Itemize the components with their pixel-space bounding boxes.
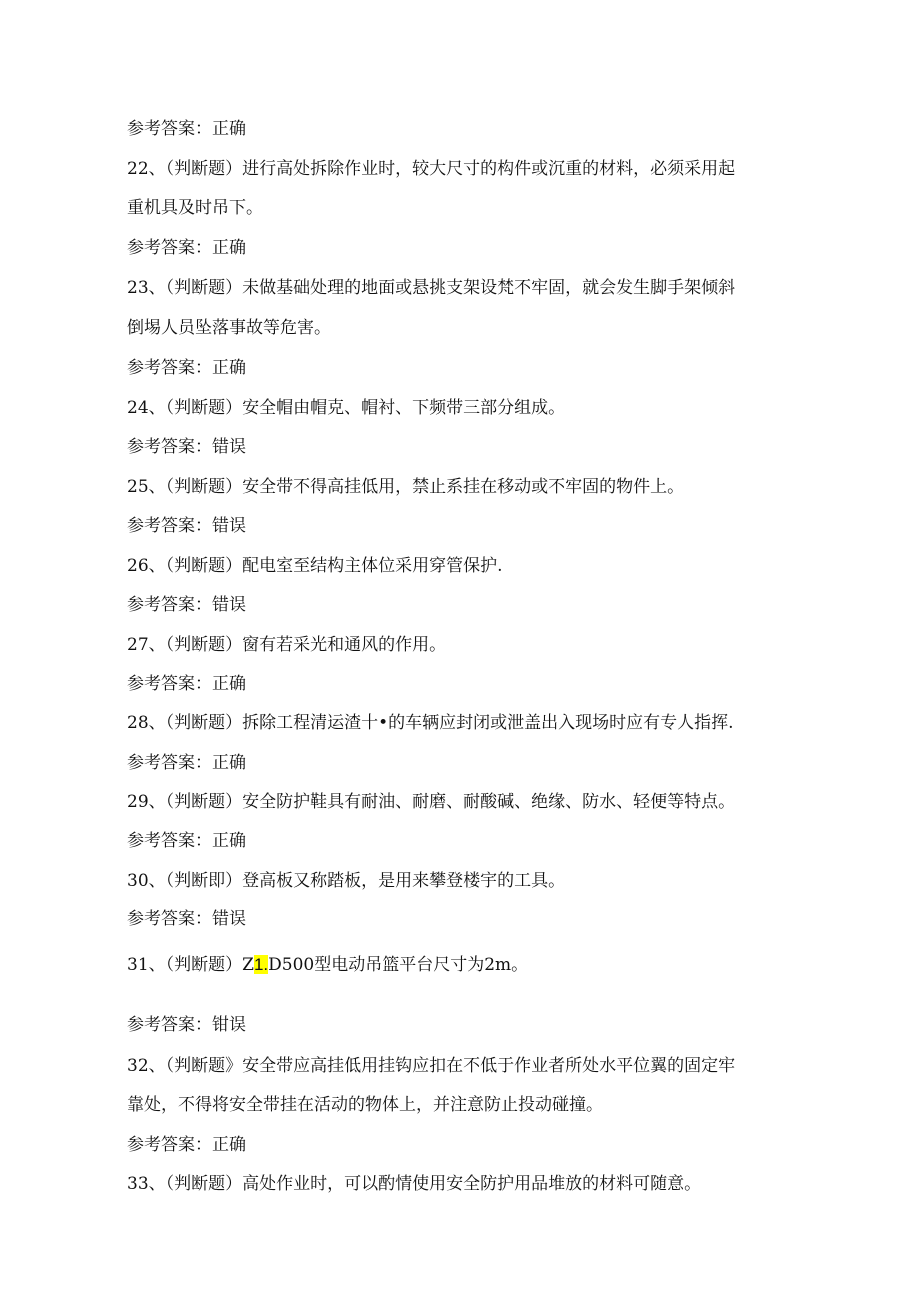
answer-23: 参考答案：正确 (127, 358, 246, 378)
question-22-line-1: 22、（判断题）进行高处拆除作业时，较大尺寸的构件或沉重的材料，必须采用起 (127, 159, 736, 179)
question-31 (127, 953, 807, 977)
question-30: 30、（判断即）登高板又称踏板，是用来攀登楼宇的工具。 (127, 871, 566, 891)
answer-28: 参考答案：正确 (127, 753, 246, 773)
question-31-prefix: 31、（判断题）Z (127, 955, 254, 975)
question-23-line-1: 23、（判断题）未做基础处理的地面或悬挑支架设梵不牢固，就会发生脚手架倾斜 (127, 278, 736, 298)
question-26: 26、（判断题）配电室至结构主体位采用穿管保护. (127, 556, 503, 576)
question-25: 25、（判断题）安全带不得高挂低用，禁止系挂在移动或不牢固的物件上。 (127, 477, 685, 497)
answer-25: 参考答案：错误 (127, 516, 246, 536)
question-27: 27、（判断题）窗有若采光和通风的作用。 (127, 635, 447, 655)
question-22-line-2: 重机具及时吊下。 (127, 198, 263, 218)
answer-24: 参考答案：错误 (127, 437, 246, 457)
answer-32: 参考答案：正确 (127, 1135, 246, 1155)
question-31-suffix: D500型电动吊篮平台尺寸为2m。 (268, 955, 529, 975)
question-32-line-2: 靠处，不得将安全带挂在活动的物体上，并注意防止投动碰撞。 (127, 1095, 603, 1115)
answer-26: 参考答案：错误 (127, 595, 246, 615)
question-23-line-2: 倒埸人员坠落事故等危害。 (127, 318, 331, 338)
answer-line: 参考答案：正确 (127, 119, 246, 139)
answer-22: 参考答案：正确 (127, 238, 246, 258)
question-24: 24、（判断题）安全帽由帽克、帽衬、下频带三部分组成。 (127, 398, 566, 418)
question-29: 29、（判断题）安全防护鞋具有耐油、耐磨、耐酸碱、绝缘、防水、轻便等特点。 (127, 792, 736, 812)
answer-27: 参考答案：正确 (127, 674, 246, 694)
question-28: 28、（判断题）拆除工程清运渣十•的车辆应封闭或泄盖出入现场时应有专人指挥. (127, 713, 734, 733)
answer-30: 参考答案：错误 (127, 909, 246, 929)
question-32-line-1: 32、（判断题》安全带应高挂低用挂钩应扣在不低于作业者所处水平位翼的固定牢 (127, 1056, 736, 1076)
answer-29: 参考答案：正确 (127, 831, 246, 851)
highlighted-text: 1. (253, 955, 269, 974)
answer-31: 参考答案：钳误 (127, 1015, 246, 1035)
question-33: 33、（判断题）高处作业时，可以酌情使用安全防护用品堆放的材料可随意。 (127, 1174, 702, 1194)
